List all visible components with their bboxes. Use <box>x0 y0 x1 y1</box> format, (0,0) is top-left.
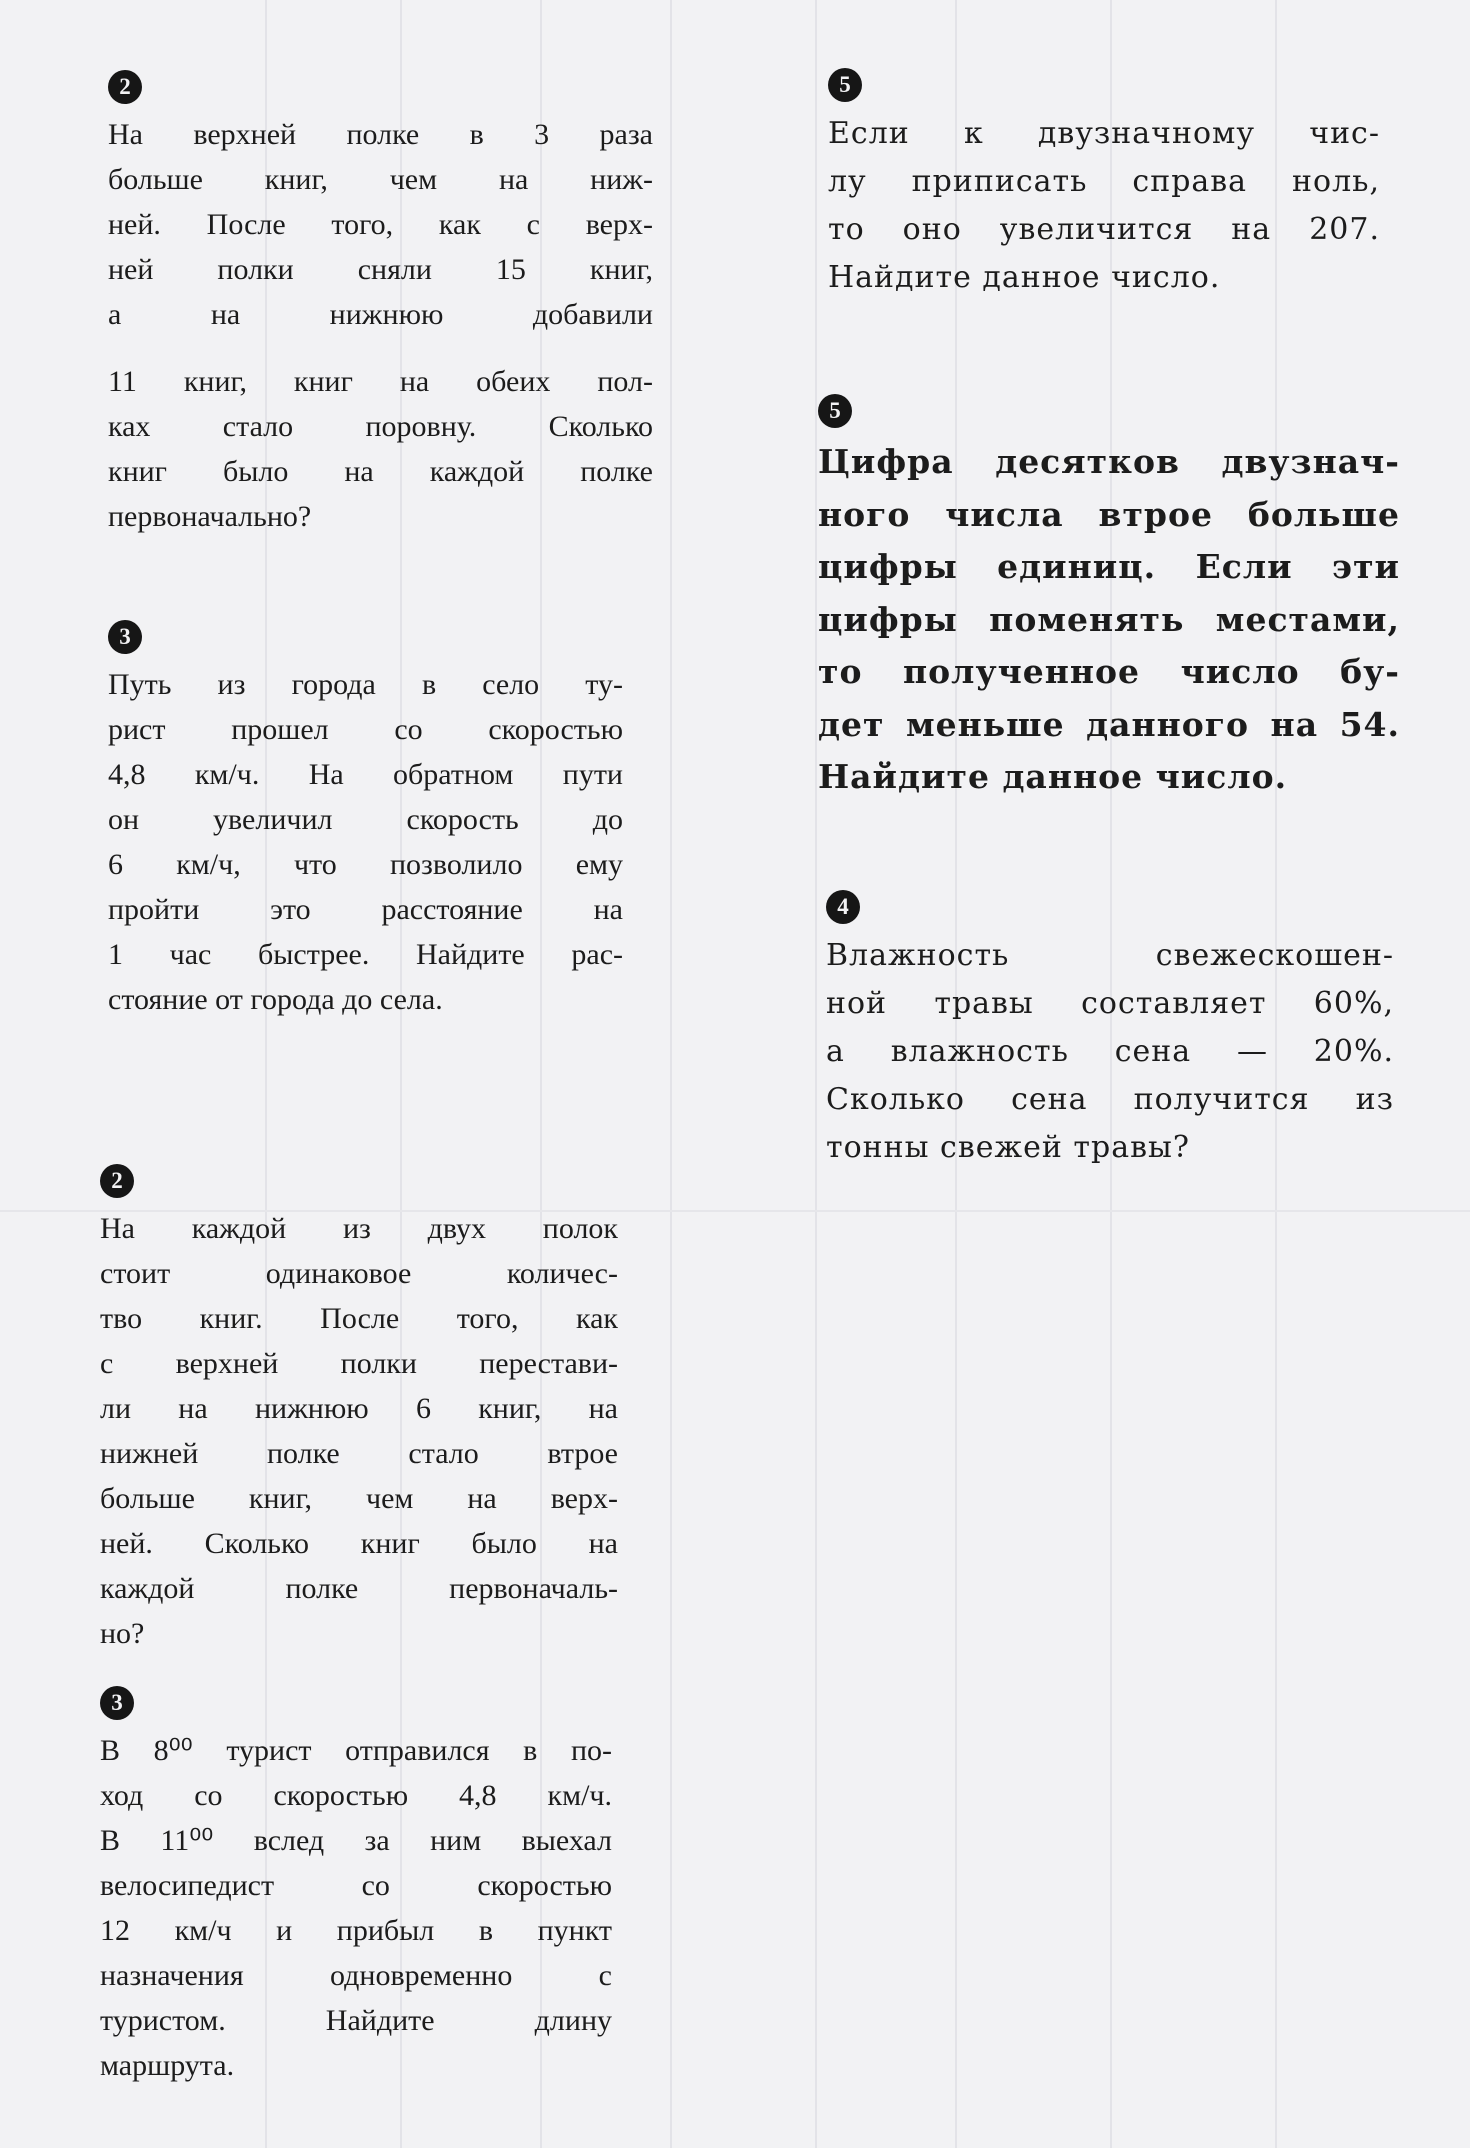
problem-text-line: цифры поменять местами, <box>818 599 1400 639</box>
problem-text-line: тонны свежей травы? <box>826 1130 1190 1165</box>
problem-text-line: а влажность сена — 20%. <box>826 1034 1394 1069</box>
problem-4 <box>100 1686 612 2088</box>
problem-text-line: Найдите данное число. <box>828 260 1221 295</box>
problem-text-line: первоначально? <box>108 500 312 533</box>
problem-text-line: Влажность свежескошен- <box>826 938 1394 973</box>
problem-text-line: больше книг, чем на верх- <box>100 1482 618 1515</box>
problem-text-line: 1 час быстрее. Найдите рас- <box>108 938 623 971</box>
problem-text-line: лу приписать справа ноль, <box>828 164 1380 199</box>
problem-text-line: рист прошел со скоростью <box>108 713 623 746</box>
problem-text-line: Найдите данное число. <box>818 757 1288 796</box>
problem-text-line: туристом. Найдите длину <box>100 2004 612 2037</box>
problem-text-line: каждой полке первоначаль- <box>100 1572 618 1605</box>
problem-text-line: 6 км/ч, что позволило ему <box>108 848 623 881</box>
problem-text-line: стоит одинаковое количес- <box>100 1257 618 1290</box>
problem-number-badge: 2 <box>108 70 142 104</box>
problem-text-line: велосипедист со скоростью <box>100 1869 612 1902</box>
problem-text-line: ней. Сколько книг было на <box>100 1527 618 1560</box>
problem-text-line: то полученное число бу- <box>818 652 1400 691</box>
problem-text-line: с верхней полки перестави- <box>100 1347 618 1380</box>
problem-text-line: 12 км/ч и прибыл в пункт <box>100 1914 612 1947</box>
problem-text-line: но? <box>100 1617 145 1650</box>
problem-text-line: Сколько сена получится из <box>826 1082 1394 1117</box>
problem-text-line: Цифра десятков двузнач- <box>818 442 1400 481</box>
problem-text-line: ли на нижнюю 6 книг, на <box>100 1392 618 1425</box>
problem-text-line: 11 книг, книг на обеих пол- <box>108 365 653 398</box>
problem-text-line: дет меньше данного на 54. <box>818 704 1400 744</box>
problem-text-line: больше книг, чем на ниж- <box>108 163 653 196</box>
problem-number-badge: 3 <box>108 620 142 654</box>
problem-7 <box>826 890 1394 1172</box>
problem-1 <box>108 70 653 539</box>
problem-text-line: назначения одновременно с <box>100 1959 612 1992</box>
problem-text-line: а на нижнюю добавили <box>108 298 653 331</box>
problem-number-badge: 5 <box>828 68 862 102</box>
problem-text-line: ней полки сняли 15 книг, <box>108 253 653 286</box>
problem-5 <box>828 68 1380 302</box>
problem-number-badge: 5 <box>818 394 852 428</box>
problem-text-line: На каждой из двух полок <box>100 1212 618 1245</box>
problem-text-line: Путь из города в село ту- <box>108 668 623 701</box>
spacer <box>108 337 653 359</box>
problem-text-line: пройти это расстояние на <box>108 893 623 926</box>
problem-text-line: ного числа втрое больше <box>818 494 1400 534</box>
problem-text-line: то оно увеличится на 207. <box>828 212 1380 247</box>
problem-text-line: нижней полке стало втрое <box>100 1437 618 1470</box>
problem-text-line: В 8⁰⁰ турист отправился в по- <box>100 1734 612 1767</box>
problem-3 <box>100 1164 618 1656</box>
problem-text-line: ход со скоростью 4,8 км/ч. <box>100 1779 612 1812</box>
problem-text-line: цифры единиц. Если эти <box>818 547 1400 586</box>
problem-2 <box>108 620 623 1022</box>
problem-text-line: ной травы составляет 60%, <box>826 986 1394 1021</box>
problem-text-line: маршрута. <box>100 2049 235 2082</box>
problem-text-line: тво книг. После того, как <box>100 1302 618 1335</box>
problem-number-badge: 2 <box>100 1164 134 1198</box>
problem-text-line: книг было на каждой полке <box>108 455 653 488</box>
problem-number-badge: 3 <box>100 1686 134 1720</box>
problem-text-line: стояние от города до села. <box>108 983 443 1016</box>
problem-number-badge: 4 <box>826 890 860 924</box>
problem-text-line: 4,8 км/ч. На обратном пути <box>108 758 623 791</box>
problem-6 <box>818 394 1400 804</box>
problem-text-line: ках стало поровну. Сколько <box>108 410 653 443</box>
problem-text-line: он увеличил скорость до <box>108 803 623 836</box>
problem-text-line: В 11⁰⁰ вслед за ним выехал <box>100 1824 612 1857</box>
problem-text-line: Если к двузначному чис- <box>828 116 1380 151</box>
problem-text-line: На верхней полке в 3 раза <box>108 118 653 151</box>
problem-text-line: ней. После того, как с верх- <box>108 208 653 241</box>
